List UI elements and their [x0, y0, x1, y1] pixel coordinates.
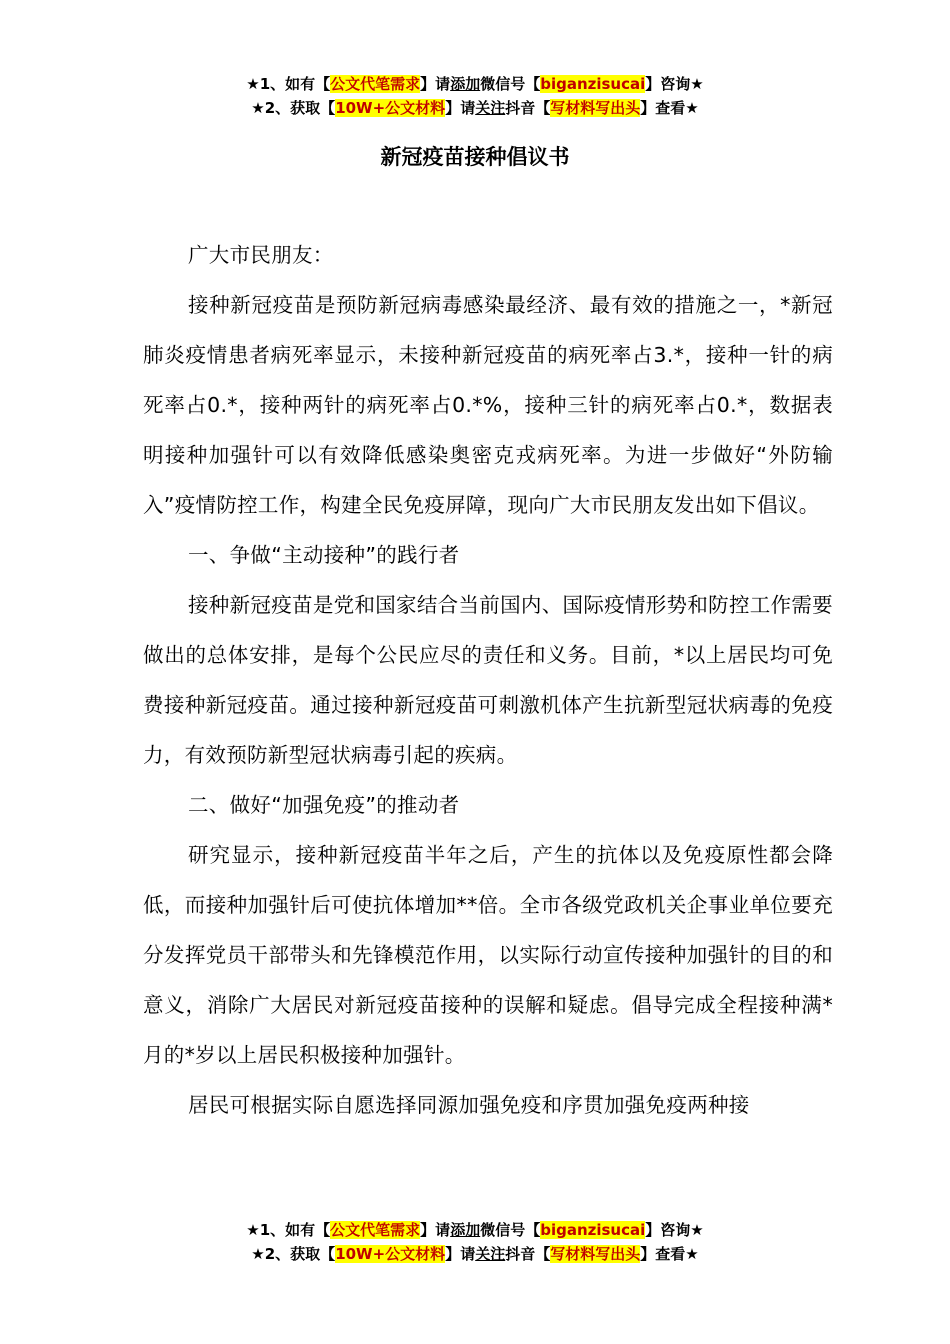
paragraph-section-2: 研究显示，接种新冠疫苗半年之后，产生的抗体以及免疫原性都会降低，而接种加强针后可使抗体增加**倍。全市各级党政机关企事业单位要充分发挥党员干部带头和先锋模范作用，以实际行动宣传接种加强针的目的和意义，消除广大居民对新冠疫苗接种的误解和疑虑。倡导完成全程接种满*月的*岁以上居民积极接种加强针。	[143, 843, 833, 1067]
highlight-materials: 10W+公文材料	[335, 99, 446, 117]
section-heading-2: 二、做好“加强免疫”的推动者	[188, 793, 460, 817]
banner-line-1: ★1、如有【公文代笔需求】请添加微信号【biganzisucai】咨询★	[246, 75, 704, 93]
banner-line-1: ★1、如有【公文代笔需求】请添加微信号【biganzisucai】咨询★	[246, 1221, 704, 1239]
paragraph-intro: 接种新冠疫苗是预防新冠病毒感染最经济、最有效的措施之一，*新冠肺炎疫情患者病死率显示，未接种新冠疫苗的病死率占3.*，接种一针的病死率占0.*，接种两针的病死率占0.*%，接种三针的病死率占0.*，数据表明接种加强针可以有效降低感染奥密克戎病死率。为进一步做好“外防输入”疫情防控工作，构建全民免疫屏障，现向广大市民朋友发出如下倡议。	[143, 293, 833, 517]
highlight-wechat-id: biganzisucai	[540, 75, 646, 93]
paragraph-section-1: 接种新冠疫苗是党和国家结合当前国内、国际疫情形势和防控工作需要做出的总体安排，是每个公民应尽的责任和义务。目前，*以上居民均可免费接种新冠疫苗。通过接种新冠疫苗可刺激机体产生抗新型冠状病毒的免疫力，有效预防新型冠状病毒引起的疾病。	[143, 593, 833, 767]
highlight-douyin: 写材料写出头	[550, 99, 641, 117]
highlight-wechat-id: biganzisucai	[540, 1221, 646, 1239]
footer-banner	[0, 1218, 950, 1266]
highlight-service: 公文代笔需求	[330, 1221, 421, 1239]
banner-line-2: ★2、获取【10W+公文材料】请关注抖音【写材料写出头】查看★	[251, 99, 699, 117]
section-heading-1: 一、争做“主动接种”的践行者	[188, 543, 460, 567]
document-body	[143, 230, 833, 1130]
highlight-douyin: 写材料写出头	[550, 1245, 641, 1263]
document-title: 新冠疫苗接种倡议书	[380, 145, 570, 169]
salutation: 广大市民朋友：	[188, 243, 334, 267]
highlight-service: 公文代笔需求	[330, 75, 421, 93]
banner-line-2: ★2、获取【10W+公文材料】请关注抖音【写材料写出头】查看★	[251, 1245, 699, 1263]
paragraph-continued: 居民可根据实际自愿选择同源加强免疫和序贯加强免疫两种接	[188, 1093, 750, 1117]
header-banner	[0, 72, 950, 120]
highlight-materials: 10W+公文材料	[335, 1245, 446, 1263]
